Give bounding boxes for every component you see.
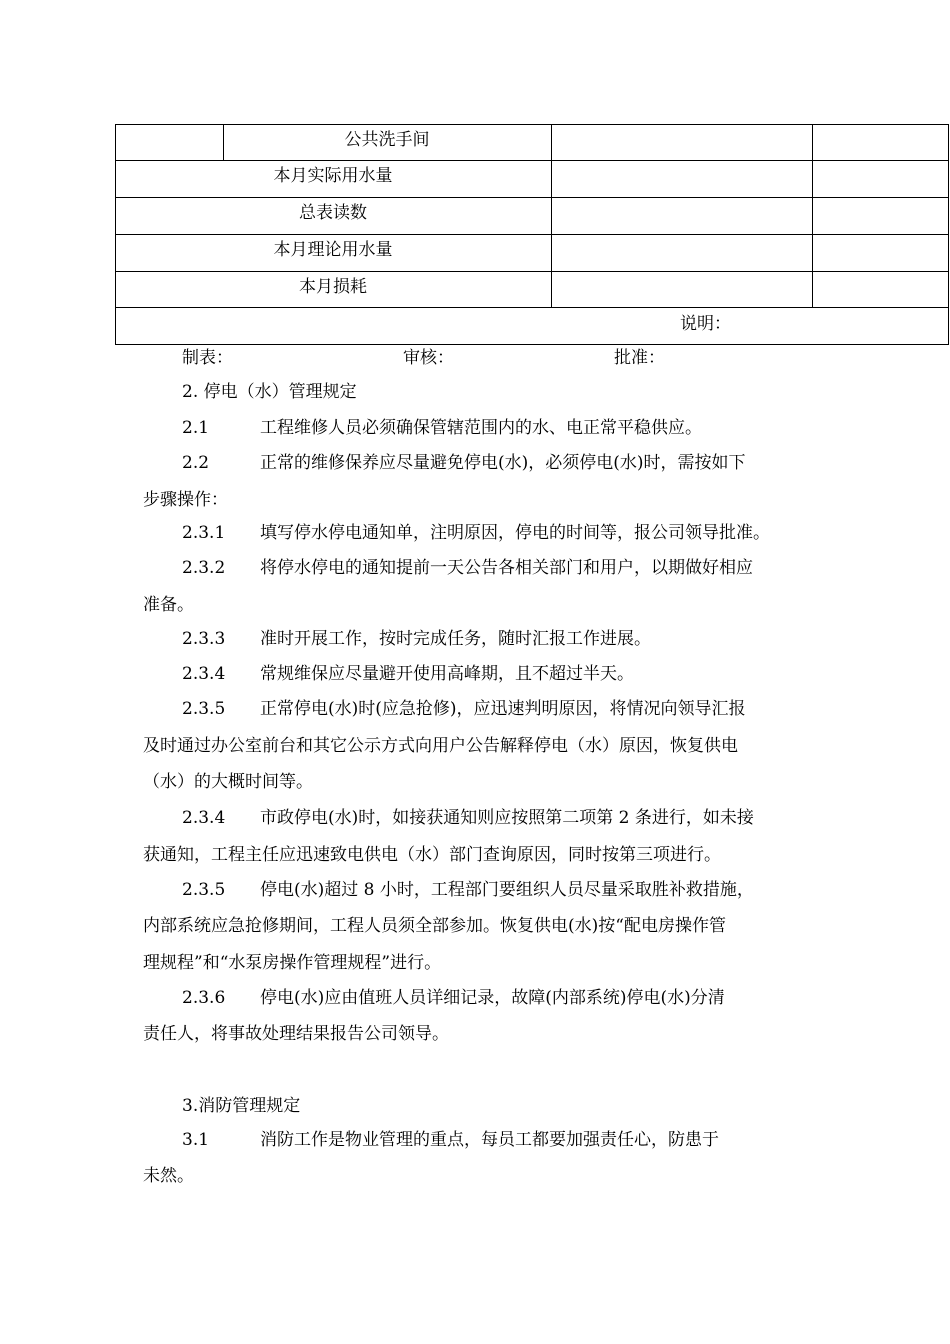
item-text: 正常的维修保养应尽量避免停电(水)，必须停电(水)时，需按如下 <box>260 453 746 473</box>
section-heading: 2. 停电（水）管理规定 <box>182 382 357 402</box>
note-label: 说明： <box>680 314 731 334</box>
table-row-label: 本月理论用水量 <box>273 240 393 260</box>
table-border <box>115 197 949 198</box>
table-border <box>115 160 949 161</box>
table-border <box>812 124 813 307</box>
item-number: 2.3.4 <box>182 808 226 828</box>
item-text: 停电(水)超过 8 小时，工程部门要组织人员尽量采取胜补救措施， <box>260 880 754 900</box>
item-text: 常规维保应尽量避开使用高峰期，且不超过半天。 <box>260 664 634 684</box>
item-text: 消防工作是物业管理的重点，每员工都要加强责任心，防患于 <box>260 1130 719 1150</box>
item-text: 工程维修人员必须确保管辖范围内的水、电正常平稳供应。 <box>260 418 702 438</box>
reviewed-by-label: 审核： <box>403 348 454 368</box>
item-text: 将停水停电的通知提前一天公告各相关部门和用户，以期做好相应 <box>260 558 753 578</box>
item-text: 及时通过办公室前台和其它公示方式向用户公告解释停电（水）原因，恢复供电 <box>143 736 738 756</box>
table-border <box>551 124 552 307</box>
item-text: 填写停水停电通知单，注明原因，停电的时间等，报公司领导批准。 <box>260 523 770 543</box>
table-border <box>115 271 949 272</box>
table-border <box>115 124 949 125</box>
table-border <box>948 124 949 344</box>
item-text: 步骤操作： <box>143 490 228 510</box>
approved-by-label: 批准： <box>614 348 665 368</box>
item-text: 正常停电(水)时(应急抢修)，应迅速判明原因，将情况向领导汇报 <box>260 699 746 719</box>
item-number: 2.2 <box>182 453 210 473</box>
item-number: 2.3.6 <box>182 988 226 1008</box>
item-text: 准备。 <box>143 595 194 615</box>
item-text: 未然。 <box>143 1166 194 1186</box>
prepared-by-label: 制表： <box>182 348 233 368</box>
table-border <box>115 344 949 345</box>
item-number: 2.3.5 <box>182 699 226 719</box>
table-border <box>115 307 949 308</box>
item-text: 理规程”和“水泵房操作管理规程”进行。 <box>143 953 442 973</box>
table-row-label: 本月损耗 <box>299 277 367 297</box>
item-text: 责任人，将事故处理结果报告公司领导。 <box>143 1024 449 1044</box>
table-border <box>115 124 116 344</box>
item-text: 内部系统应急抢修期间，工程人员须全部参加。恢复供电(水)按“配电房操作管 <box>143 916 726 936</box>
item-number: 2.3.2 <box>182 558 226 578</box>
table-row-label: 本月实际用水量 <box>273 166 393 186</box>
item-number: 2.3.4 <box>182 664 226 684</box>
item-text: 停电(水)应由值班人员详细记录，故障(内部系统)停电(水)分清 <box>260 988 725 1008</box>
item-text: 准时开展工作，按时完成任务，随时汇报工作进展。 <box>260 629 651 649</box>
item-number: 3.1 <box>182 1130 210 1150</box>
table-border <box>115 234 949 235</box>
item-number: 2.3.3 <box>182 629 226 649</box>
item-text: 市政停电(水)时，如接获通知则应按照第二项第 2 条进行，如未接 <box>260 808 754 828</box>
table-row-label: 总表读数 <box>299 203 367 223</box>
item-number: 2.3.1 <box>182 523 226 543</box>
item-number: 2.3.5 <box>182 880 226 900</box>
item-text: 获通知，工程主任应迅速致电供电（水）部门查询原因，同时按第三项进行。 <box>143 845 721 865</box>
section-heading: 3.消防管理规定 <box>182 1096 301 1116</box>
item-number: 2.1 <box>182 418 210 438</box>
table-row-label: 公共洗手间 <box>344 130 430 150</box>
item-text: （水）的大概时间等。 <box>143 772 313 792</box>
